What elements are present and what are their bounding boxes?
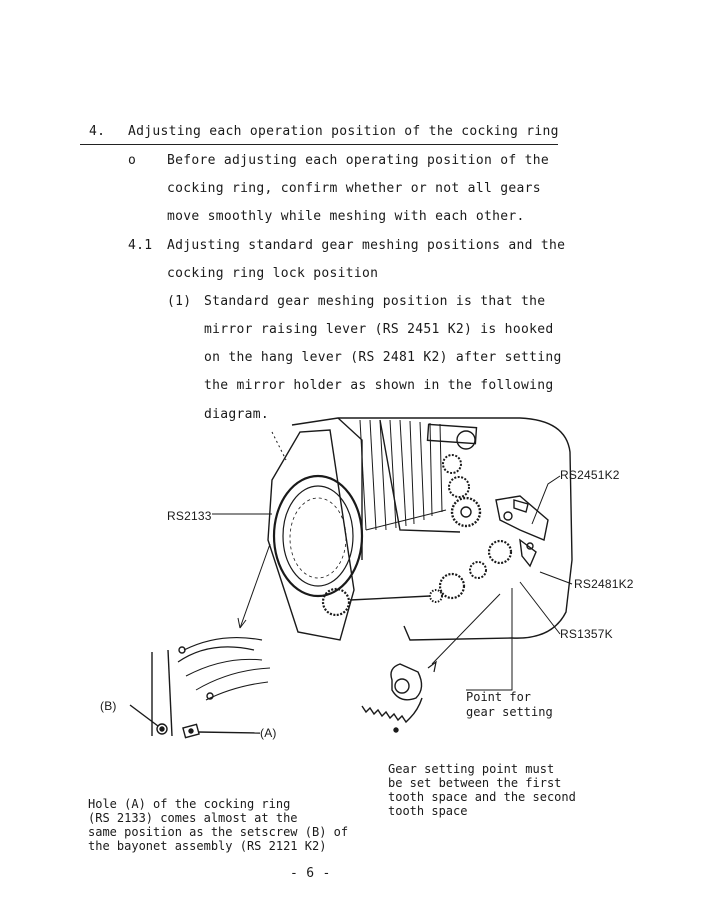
- bullet-line: cocking ring, confirm whether or not all gears: [167, 181, 541, 196]
- bayonet-detail: [130, 638, 270, 738]
- bellows: [360, 420, 446, 530]
- subsection-number: 4.1: [128, 238, 153, 253]
- hole-note-line: Hole (A) of the cocking ring: [88, 797, 291, 811]
- bullet-line: Before adjusting each operating position of the: [167, 153, 549, 168]
- label-setscrew-b: (B): [100, 699, 117, 713]
- point-label-line: gear setting: [466, 705, 553, 719]
- label-rs2133: RS2133: [167, 509, 212, 523]
- camera-body-outline: [292, 418, 572, 640]
- item-line: mirror raising lever (RS 2451 K2) is hooked: [204, 322, 554, 337]
- subsection-line: Adjusting standard gear meshing positions and the: [167, 238, 566, 253]
- lens-mount-plate: [268, 430, 362, 640]
- item-marker: (1): [167, 294, 192, 309]
- item-line: diagram.: [204, 407, 270, 422]
- top-knob: [457, 431, 475, 449]
- gear-setting-note-line: tooth space and the second: [388, 790, 576, 804]
- leader-lines: [212, 432, 572, 690]
- section-number: 4.: [89, 124, 106, 139]
- page-number: - 6 -: [290, 866, 331, 881]
- gear-setting-note-line: tooth space: [388, 804, 468, 818]
- gear-setting-detail: [362, 664, 422, 732]
- item-line: Standard gear meshing position is that the: [204, 294, 546, 309]
- gear-setting-note-line: Gear setting point must: [388, 762, 555, 776]
- bullet-line: move smoothly while meshing with each other.: [167, 209, 525, 224]
- label-rs2451k2: RS2451K2: [560, 468, 620, 482]
- section-title: Adjusting each operation position of the cocking ring: [128, 124, 559, 139]
- label-hole-a: (A): [260, 726, 277, 740]
- top-window: [428, 424, 477, 443]
- bullet-marker: o: [128, 153, 137, 168]
- gear-setting-note-line: be set between the first: [388, 776, 562, 790]
- point-label-line: Point for: [466, 690, 532, 704]
- subsection-line: cocking ring lock position: [167, 266, 379, 281]
- hole-note-line: same position as the setscrew (B) of: [88, 825, 349, 839]
- label-rs2481k2: RS2481K2: [574, 577, 634, 591]
- label-rs1357k: RS1357K: [560, 627, 613, 641]
- hole-note-line: (RS 2133) comes almost at the: [88, 811, 298, 825]
- hole-note-line: the bayonet assembly (RS 2121 K2): [88, 839, 327, 853]
- item-line: the mirror holder as shown in the following: [204, 378, 554, 393]
- gear-train: [323, 455, 511, 615]
- item-line: on the hang lever (RS 2481 K2) after setting: [204, 350, 562, 365]
- levers: [496, 496, 548, 566]
